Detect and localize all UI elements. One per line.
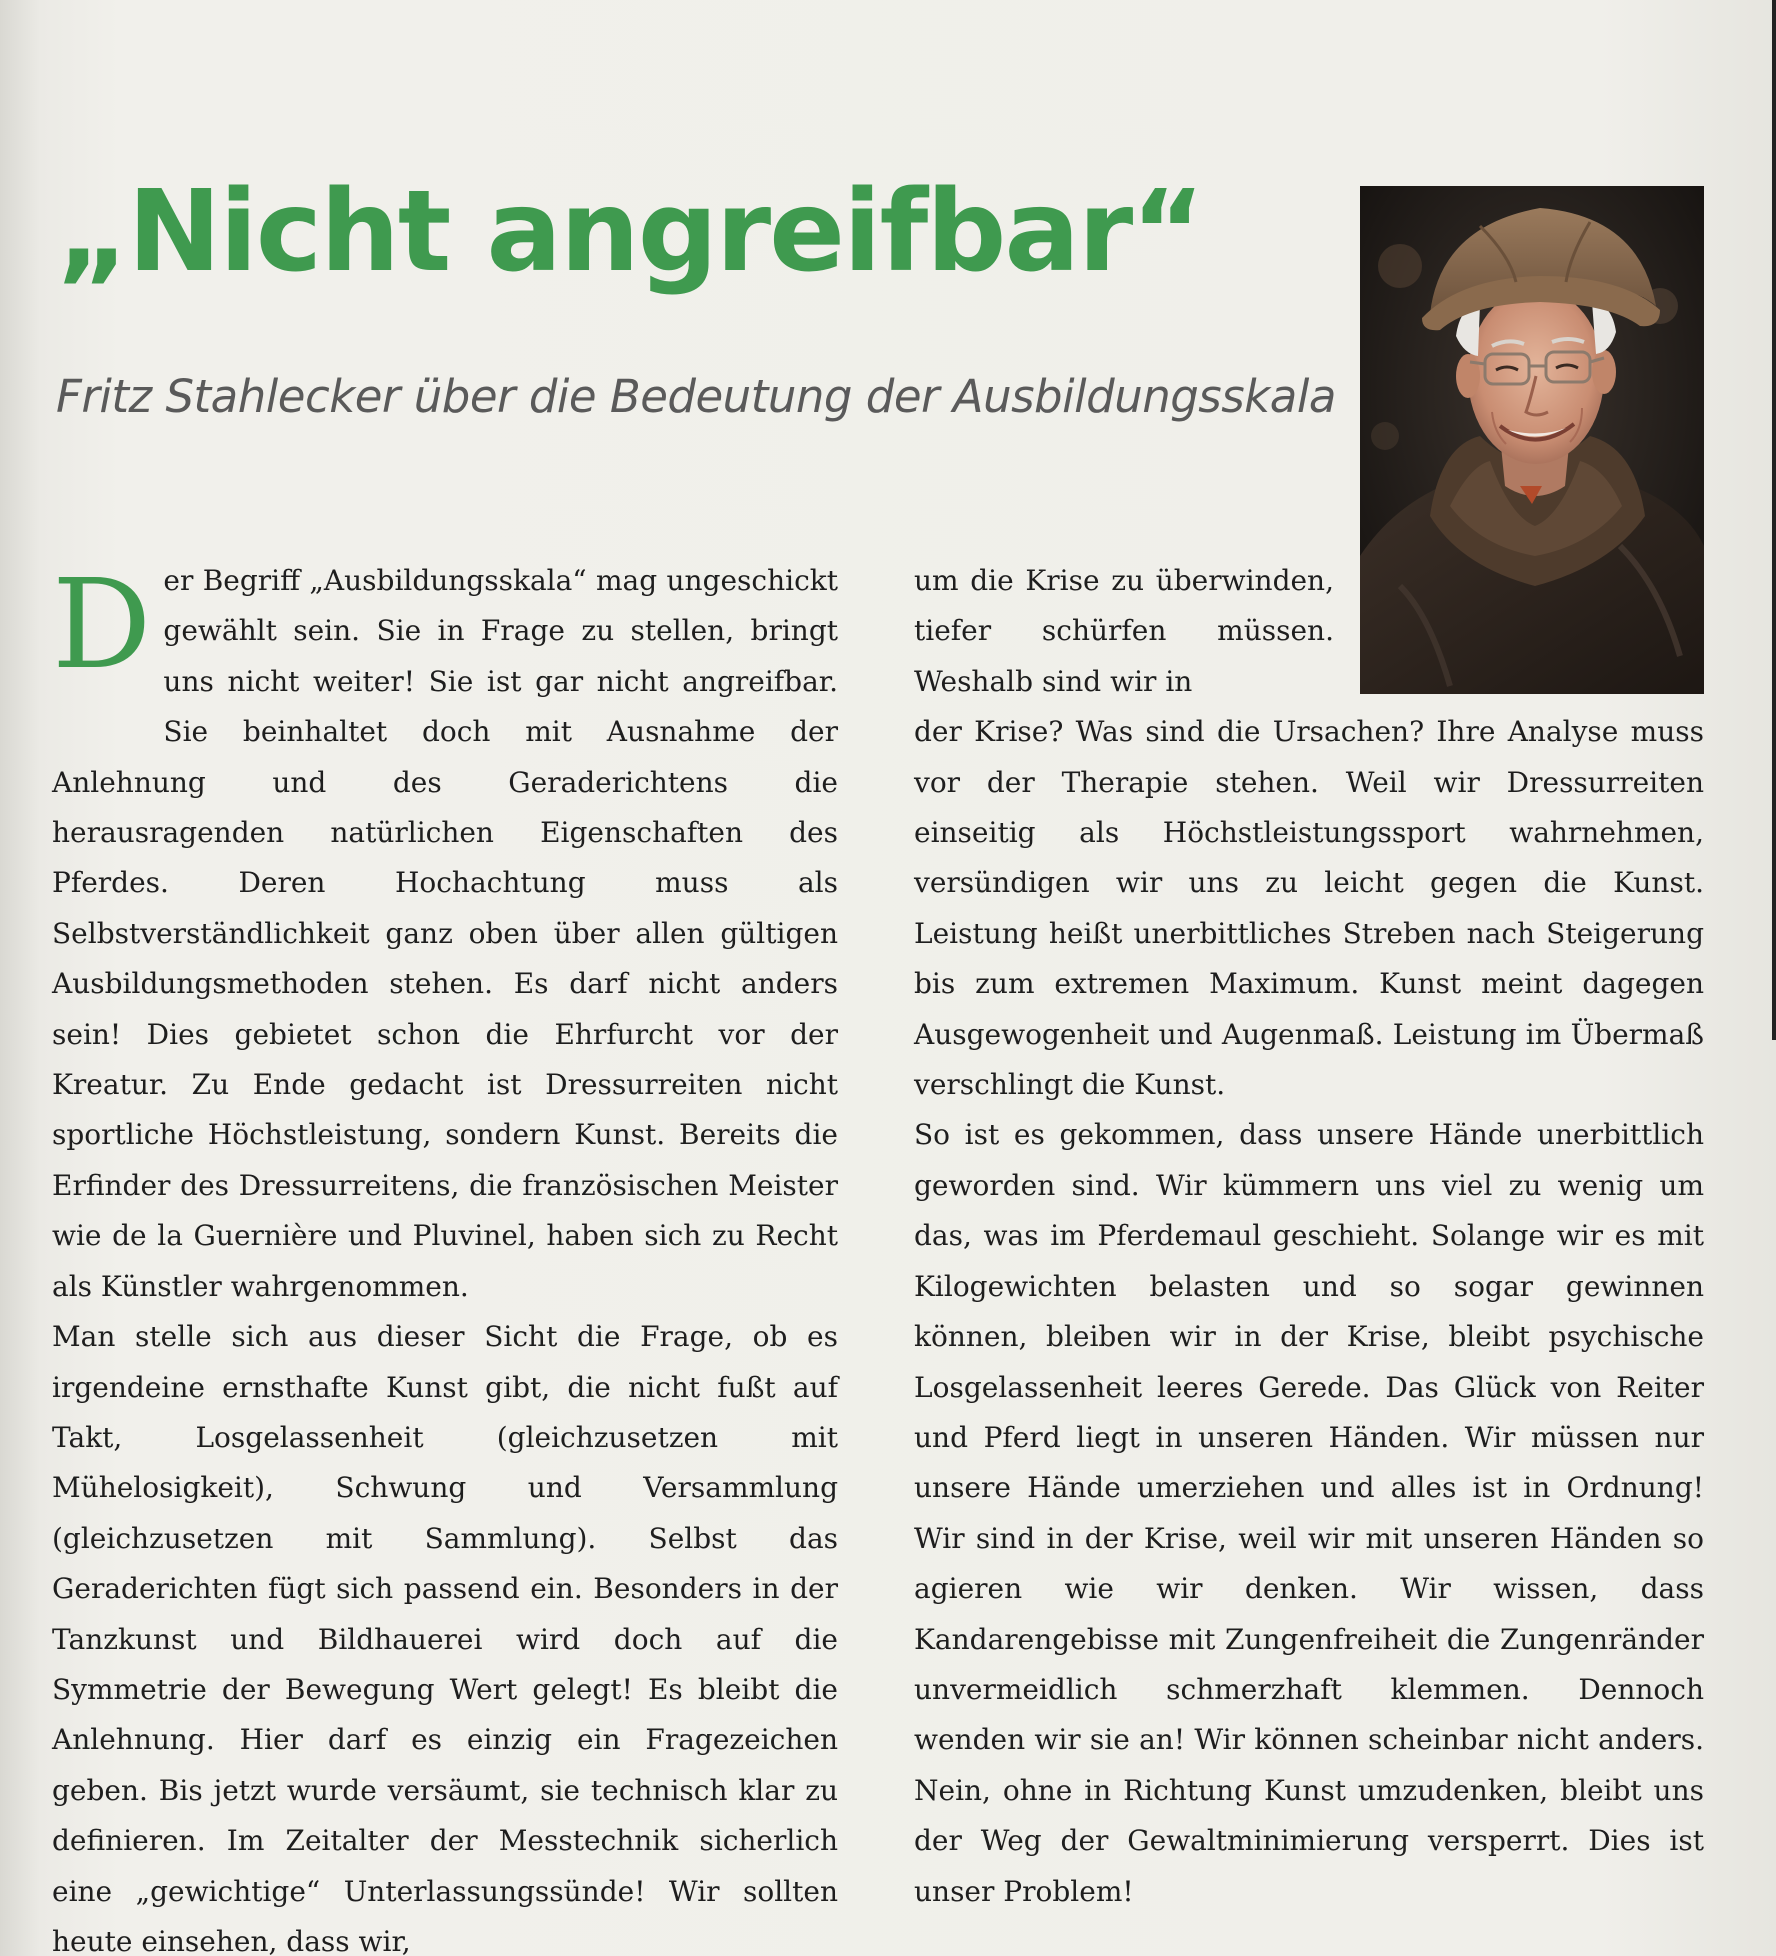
- article-headline: „Nicht angreifbar“: [56, 167, 1203, 297]
- paragraph-2: Man stelle sich aus dieser Sicht die Frage, ob es irgendeine ernsthafte Kunst gibt, die nicht fußt auf Takt, Losgelassenheit (gleichzusetzen mit Mühelosigkeit), Schwung und Versammlung (gleichzusetzen mit Sammlung). Selbst das Geraderichten fügt sich passend ein. Besonders in der Tanzkunst und Bildhauerei wird doch auf die Symmetrie der Bewegung Wert gelegt! Es bleibt die Anlehnung. Hier darf es einzig ein Fragezeichen geben. Bis jetzt wurde versäumt, sie technisch klar zu definieren. Im Zeitalter der Messtechnik sicherlich eine „gewichtige“ Unterlassungssünde! Wir sollten heute einsehen, dass wir,: [52, 1320, 838, 1956]
- paragraph-4: So ist es gekommen, dass unsere Hände unerbittlich geworden sind. Wir kümmern uns viel zu wenig um das, was im Pferdemaul geschieht. Solange wir es mit Kilogewichten belasten und so sogar gewinnen können, bleiben wir in der Krise, bleibt psychische Losgelassenheit leeres Gerede. Das Glück von Reiter und Pferd liegt in unseren Händen. Wir müssen nur unsere Hände umerziehen und alles ist in Ordnung! Wir sind in der Krise, weil wir mit unseren Händen so agieren wie wir denken. Wir wissen, dass Kandarengebisse mit Zungenfreiheit die Zungenränder unvermeidlich schmerzhaft klemmen. Dennoch wenden wir sie an! Wir können scheinbar nicht anders. Nein, ohne in Richtung Kunst umzudenken, bleibt uns der Weg der Gewaltminimierung versperrt. Dies ist unser Problem!: [914, 1118, 1704, 1908]
- article-subheadline: Fritz Stahlecker über die Bedeutung der Ausbildungsskala: [56, 370, 1336, 423]
- paragraph-3-rest: der Krise? Was sind die Ursachen? Ihre Analyse muss vor der Therapie stehen. Weil wir Dressurreiten einseitig als Höchstleistungssport wahrnehmen, versündigen wir uns zu leicht gegen die Kunst. Leistung heißt unerbittliches Streben nach Steigerung bis zum extremen Maximum. Kunst meint dagegen Ausgewogenheit und Augenmaß. Leistung im Übermaß verschlingt die Kunst.: [914, 715, 1704, 1102]
- paragraph-1: [52, 553, 838, 1312]
- page-edge-shadow: [1772, 0, 1776, 1040]
- paragraph-3-start: um die Krise zu überwinden, tiefer schürfen müssen. Weshalb sind wir in: [914, 564, 1334, 698]
- drop-cap: D: [52, 553, 152, 697]
- paragraph-1-text: er Begriff „Ausbildungsskala“ mag ungeschickt gewählt sein. Sie in Frage zu stellen, bringt uns nicht weiter! Sie ist gar nicht angreifbar. Sie beinhaltet doch mit Ausnahme der Anlehnung und des Geraderichtens die herausragenden natürlichen Eigenschaften des Pferdes. Deren Hochachtung muss als Selbstverständlichkeit ganz oben über allen gültigen Ausbildungsmethoden stehen. Es darf nicht anders sein! Dies gebietet schon die Ehrfurcht vor der Kreatur. Zu Ende gedacht ist Dressurreiten nicht sportliche Höchstleistung, sondern Kunst. Bereits die Erfinder des Dressurreitens, die französischen Meister wie de la Guernière und Pluvinel, haben sich zu Recht als Künstler wahrgenommen.: [52, 564, 838, 1303]
- article-column-left: [52, 553, 838, 1956]
- article-column-right: [914, 556, 1704, 1917]
